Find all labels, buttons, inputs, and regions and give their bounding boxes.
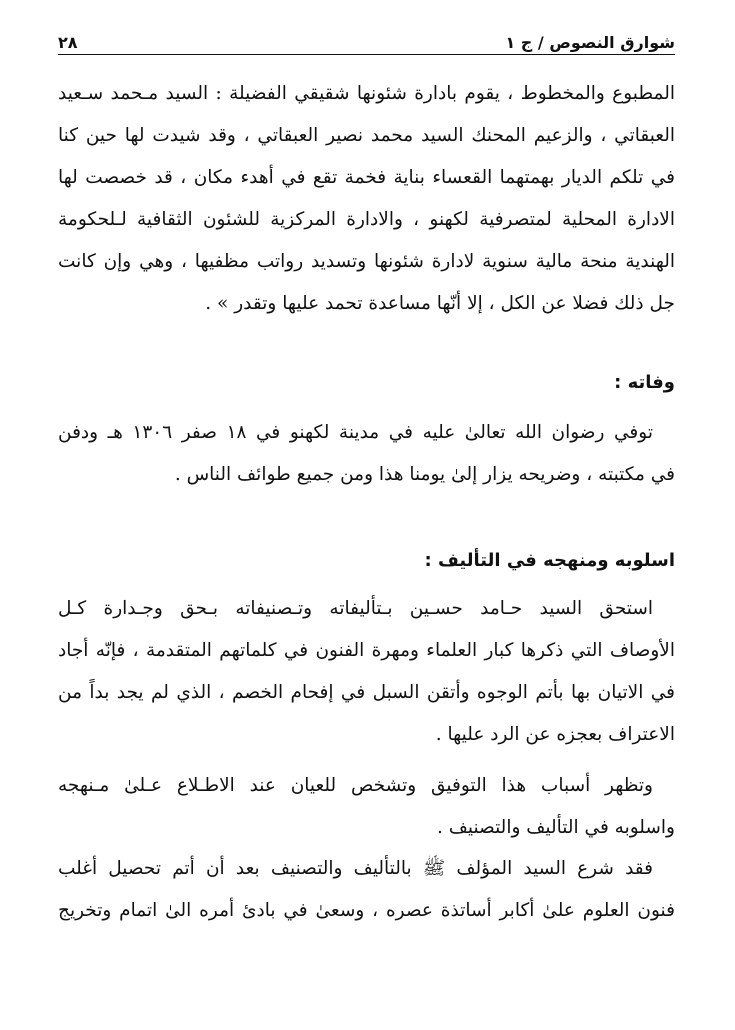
text-line: فقد شرع السيد المؤلف ﷺ بالتأليف والتصنيف بعد أن أتم تحصيل أغلب [58,858,653,879]
text-line: الادارة المحلية لمتصرفية لكهنو ، والادارة المركزية للشئون الثقافية لـلحكومة [58,209,675,230]
text-line: جل ذلك فضلا عن الكل ، إلا أنّها مساعدة تحمد عليها وتقدر » . [205,293,675,314]
running-title: شوارق النصوص / ج ١ [505,33,675,52]
text-line: استحق السيد حـامد حسـين بـتأليفاته وتـصنيفاته بـحق وجـدارة كـل [58,598,653,619]
text-line: توفي رضوان الله تعالىٰ عليه في مدينة لكهنو في ١٨ صفر ١٣٠٦ هـ ودفن [58,422,653,443]
text-line: وتظهر أسباب هذا التوفيق وتشخص للعيان عند الاطـلاع عـلىٰ مـنهجه [58,775,653,796]
paragraph-success [58,765,675,849]
text-line: فنون العلوم علىٰ أكابر أساتذة عصره ، وسعىٰ في بادئ أمره الىٰ اتمام وتخريج [58,900,675,921]
text-line: العبقاتي ، والزعيم المحنك السيد محمد نصير العبقاتي ، وقد شيدت لها حين كنا [58,125,675,146]
text-line: واسلوبه في التأليف والتصنيف . [436,817,675,838]
text-line: الهندية منحة مالية سنوية لادارة شئونها وتسديد رواتب مظفيها ، وهي وإن كانت [58,251,675,272]
paragraph-style [58,588,675,756]
paragraph-beginning [58,848,675,932]
section-heading-death: وفاته : [614,372,675,393]
page-header [58,22,675,52]
text-line: المطبوع والمخطوط ، يقوم بادارة شئونها شقيقي الفضيلة : السيد مـحمد سـعيد [58,83,675,104]
text-line: في تلكم الديار بهمتهما القعساء بناية فخمة تقع في أهدء مكان ، قد خصصت لها [58,167,675,188]
text-line: في الاتيان بها بأتم الوجوه وأتقن السبل في إفحام الخصم ، الذي لم يجد بداً من [58,682,675,703]
paragraph-intro [58,73,675,325]
text-line: في مكتبته ، وضريحه يزار إلىٰ يومنا هذا ومن جميع طوائف الناس . [174,464,675,485]
text-line: الاعتراف بعجزه عن الرد عليها . [435,724,675,745]
header-rule [58,54,675,55]
page-number: ٢٨ [58,33,78,52]
paragraph-death [58,412,675,496]
section-heading-style: اسلوبه ومنهجه في التأليف : [424,550,675,571]
text-line: الأوصاف التي ذكرها كبار العلماء ومهرة الفنون في كلماتهم المتقدمة ، فإنّه أجاد [58,640,675,661]
